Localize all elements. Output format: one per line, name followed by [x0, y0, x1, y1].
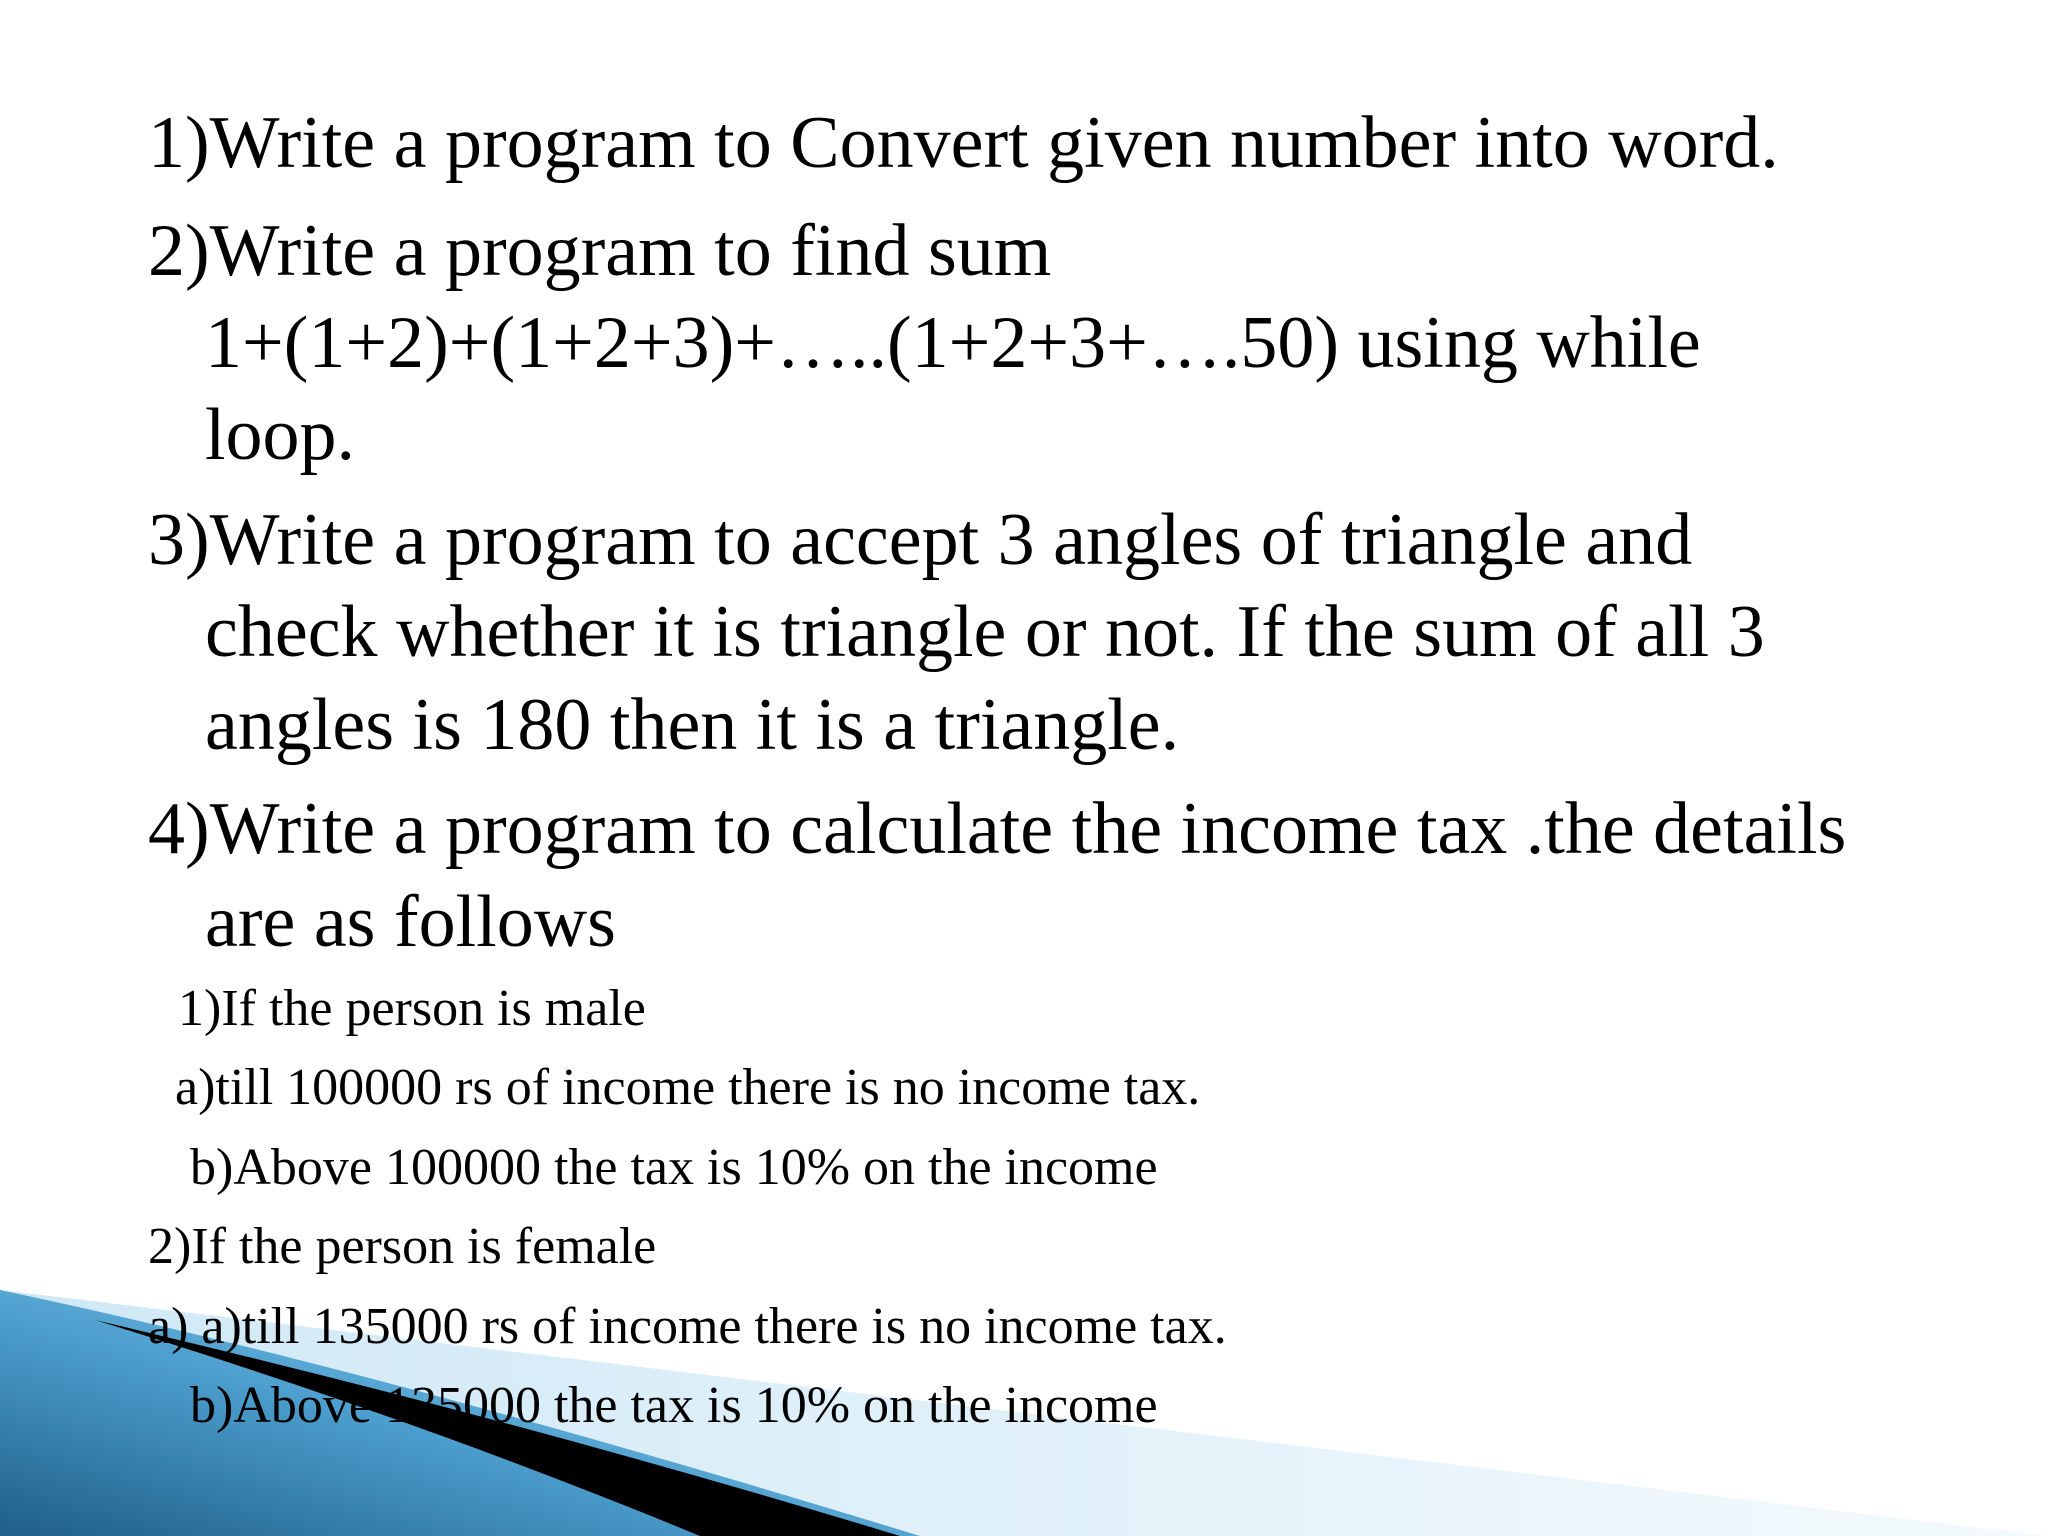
detail-female-b: b)Above 135000 the tax is 10% on the income — [190, 1377, 1158, 1434]
question-1-number: 1) — [148, 102, 210, 184]
question-3-line-2: check whether it is triangle or not. If the sum of all 3 — [205, 591, 1765, 673]
question-2-line-2: 1+(1+2)+(1+2+3)+…..(1+2+3+….50) using while — [205, 302, 1701, 384]
question-3-line-3: angles is 180 then it is a triangle. — [205, 684, 1180, 766]
question-2-line-1 — [148, 210, 1052, 292]
question-3-line-1 — [148, 499, 1693, 581]
detail-male-heading: 1)If the person is male — [178, 980, 646, 1037]
question-2-line-3: loop. — [205, 394, 356, 476]
question-4-line-1 — [148, 788, 1847, 870]
question-4-number: 4) — [148, 788, 210, 870]
question-1-text: Write a program to Convert given number into word. — [209, 102, 1779, 184]
question-1-line-1 — [148, 102, 1779, 184]
question-3-number: 3) — [148, 499, 210, 581]
question-4-line-2: are as follows — [205, 881, 616, 963]
question-4-text: Write a program to calculate the income tax .the details — [209, 788, 1847, 870]
question-2-text: Write a program to find sum — [209, 210, 1052, 292]
question-2-number: 2) — [148, 210, 210, 292]
detail-female-heading: 2)If the person is female — [148, 1218, 657, 1275]
detail-male-a: a)till 100000 rs of income there is no income tax. — [175, 1059, 1201, 1116]
detail-female-a: a) a)till 135000 rs of income there is no income tax. — [148, 1298, 1227, 1355]
detail-male-b: b)Above 100000 the tax is 10% on the income — [190, 1139, 1158, 1196]
question-3-text: Write a program to accept 3 angles of triangle and — [209, 499, 1693, 581]
